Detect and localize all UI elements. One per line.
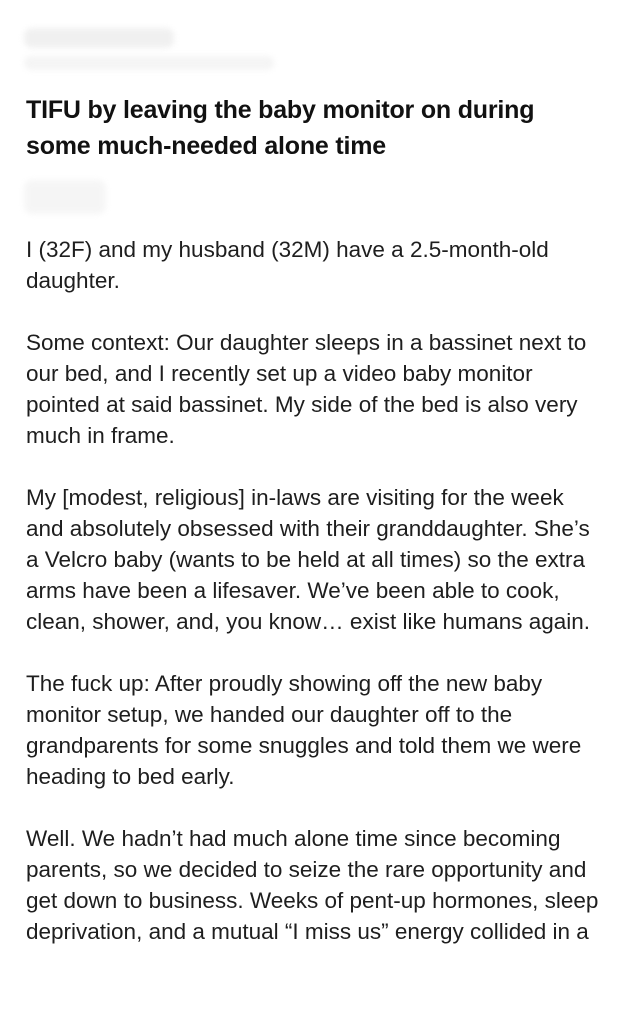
post-paragraph: Well. We hadn’t had much alone time since becoming parents, so we decided to seize the rare opportunity and get down to business. Weeks of pent-up hormones, sleep deprivation, and a mutual “I miss us” energy collided in a (26, 826, 599, 944)
blurred-flair (24, 180, 106, 214)
blurred-username (24, 28, 174, 48)
post-paragraph: I (32F) and my husband (32M) have a 2.5-month-old daughter. (26, 237, 549, 293)
post-paragraph: My [modest, religious] in-laws are visiting for the week and absolutely obsessed with their granddaughter. She’s a Velcro baby (wants to be held at all times) so the extra arms have been a lifesaver. We’ve been able to cook, clean, shower, and, you know… exist like humans again. (26, 485, 591, 634)
blurred-metadata (24, 56, 274, 70)
post-paragraph: Some context: Our daughter sleeps in a bassinet next to our bed, and I recently set up a video baby monitor pointed at said bassinet. My side of the bed is also very much in frame. (26, 330, 587, 448)
post-body (26, 234, 601, 978)
post-paragraph: The fuck up: After proudly showing off the new baby monitor setup, we handed our daughter off to the grandparents for some snuggles and told them we were heading to bed early. (26, 671, 582, 789)
post-title: TIFU by leaving the baby monitor on during some much-needed alone time (26, 96, 535, 160)
